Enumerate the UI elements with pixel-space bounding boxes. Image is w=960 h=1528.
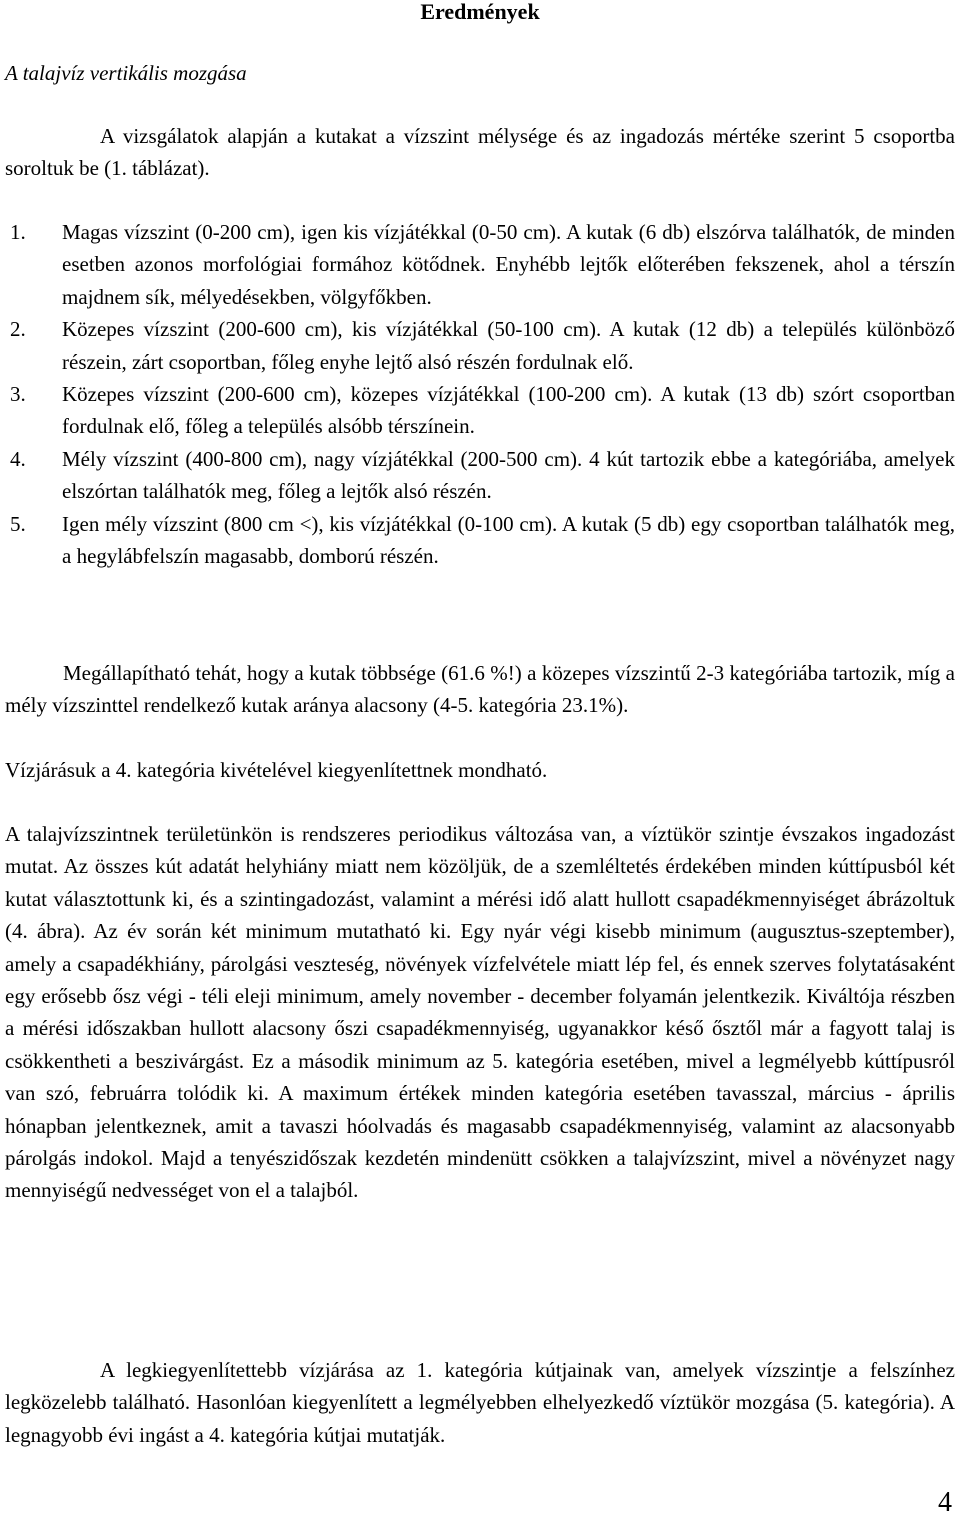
- list-text: Igen mély vízszint (800 cm <), kis vízjátékkal (0-100 cm). A kutak (5 db) egy csoportban találhatók meg, a hegylábfelszín magasabb, domború részén.: [62, 511, 955, 569]
- list-text: Közepes vízszint (200-600 cm), közepes vízjátékkal (100-200 cm). A kutak (13 db) szórt csoportban fordulnak elő, főleg a település alsóbb térszínein.: [62, 382, 955, 439]
- list-item: [5, 216, 955, 313]
- list-text: Közepes vízszint (200-600 cm), kis vízjátékkal (50-100 cm). A kutak (12 db) a település különböző részein, zárt csoportban, főleg enyhe lejtő alsó részén fordulnak elő.: [62, 317, 955, 374]
- list-number: 3.: [10, 382, 26, 407]
- list-item: [5, 443, 955, 508]
- section-title: Eredmények: [420, 0, 540, 24]
- page-number: 4: [938, 1487, 952, 1518]
- subsection-title: A talajvíz vertikális mozgása: [5, 61, 247, 85]
- category-list: [5, 216, 955, 572]
- intro-paragraph: A vizsgálatok alapján a kutakat a vízszint mélysége és az ingadozás mértéke szerint 5 csoportba soroltuk be (1. táblázat).: [5, 124, 955, 181]
- list-item: [5, 508, 955, 573]
- list-text: Mély vízszint (400-800 cm), nagy vízjátékkal (200-500 cm). 4 kút tartozik ebbe a kategóriába, amelyek elszórtan találhatók meg, főleg a lejtők alsó részén.: [62, 446, 955, 504]
- list-item: [5, 378, 955, 443]
- summary-line: Vízjárásuk a 4. kategória kivételével kiegyenlítettnek mondható.: [5, 758, 548, 782]
- list-item: [5, 313, 955, 378]
- list-number: 5.: [10, 511, 26, 536]
- list-number: 4.: [10, 446, 26, 471]
- final-paragraph: A legkiegyenlítettebb vízjárása az 1. kategória kútjainak van, amelyek vízszintje a felszínhez legközelebb található. Hasonlóan kiegyenlített a legmélyebben elhelyezkedő víztükör mozgása (5. kategória). A legnagyobb évi ingást a 4. kategória kútjai mutatják.: [5, 1358, 955, 1447]
- list-text: Magas vízszint (0-200 cm), igen kis vízjátékkal (0-50 cm). A kutak (6 db) elszórva találhatók, de minden esetben azonos morfológiai formához kötődnek. Enyhébb lejtők előterében fekszenek, ahol a térszín majdnem sík, mélyedésekben, völgyfőkben.: [62, 220, 955, 309]
- list-number: 1.: [10, 220, 26, 244]
- summary-paragraph: Megállapítható tehát, hogy a kutak többsége (61.6 %!) a közepes vízszintű 2-3 kategóriába tartozik, míg a mély vízszinttel rendelkező kutak aránya alacsony (4-5. kategória 23.1%).: [5, 661, 955, 718]
- list-number: 2.: [10, 317, 26, 342]
- main-paragraph: A talajvízszintnek területünkön is rendszeres periodikus változása van, a víztükör szintje évszakos ingadozást mutat. Az összes kút adatát helyhiány miatt nem közöljük, de a szemléltetés érdekében minden kúttípusból két kutat választottunk ki, és a szintingadozást, valamint a mérési idő alatt hullott csapadékmennyiséget ábrázoltuk (4. ábra). Az év során két minimum mutatható ki. Egy nyár végi kisebb minimum (augusztus-szeptember), amely a csapadékhiány, párolgási veszteség, növények vízfelvétele miatt lép fel, és ennek szerves folytatásaként egy erősebb ősz végi - téli eleji minimum, amely november - december folyamán jelentkezik. Kiváltója részben a mérési időszakban hullott alacsony őszi csapadékmennyiség, ugyanakkor késő ősztől már a fagyott talaj is csökkentheti a beszivárgást. Ez a második minimum az 5. kategória esetében, mivel a legmélyebb kúttípusról van szó, februárra tolódik ki. A maximum értékek minden kategória esetében tavasszal, március - április hónapban jelentkeznek, amit a tavaszi hóolvadás és magasabb csapadékmennyiség, valamint az alacsonyabb párolgás indokol. Majd a tenyészidőszak kezdetén mindenütt csökken a talajvízszint, mivel a növényzet nagy mennyiségű nedvességet von el a talajból.: [5, 822, 955, 1203]
